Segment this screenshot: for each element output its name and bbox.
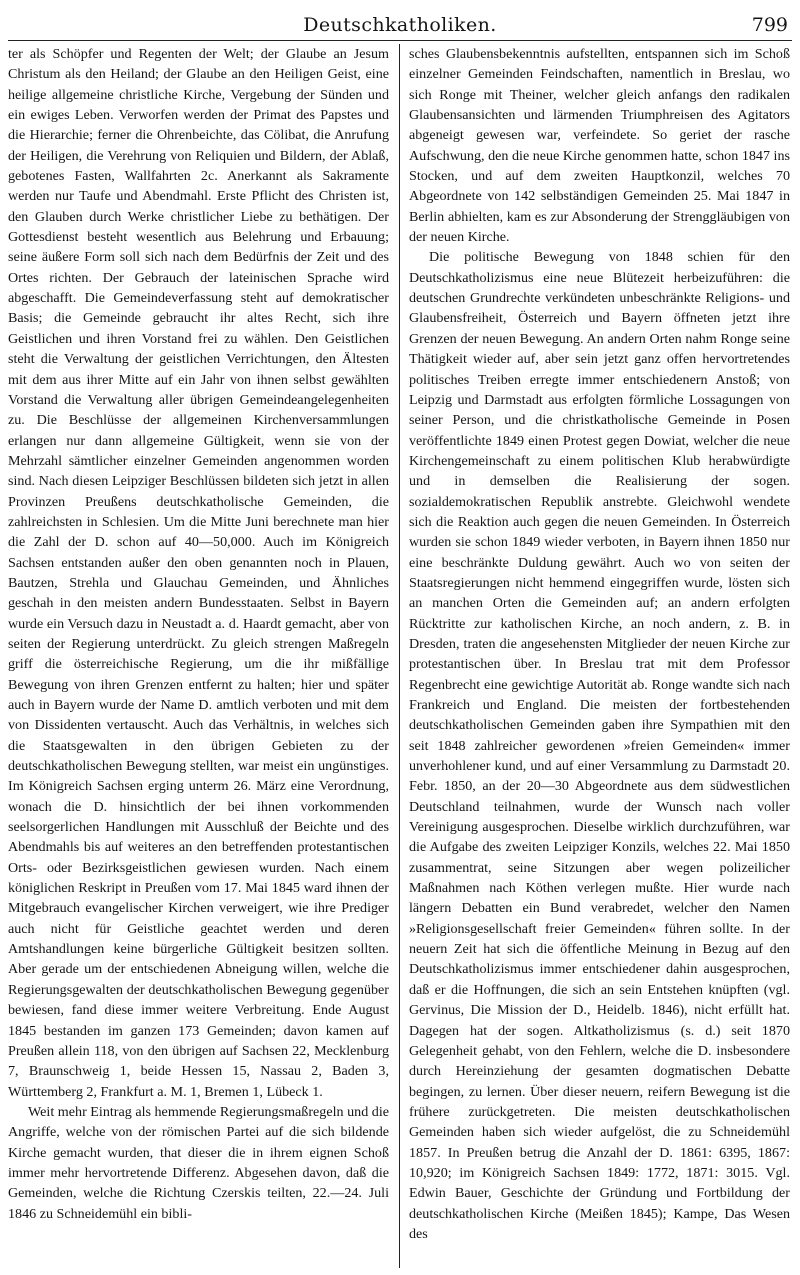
running-head: Deutschkatholiken. bbox=[303, 14, 497, 36]
right-column bbox=[409, 44, 790, 1244]
left-column bbox=[8, 44, 389, 1224]
paragraph: sches Glaubensbekenntnis aufstellten, entspannen sich im Schoß einzelner Gemeinden Feindschaften, namentlich in Breslau, wo sich Ronge mit Theiner, welcher gleich anfangs den radikalen Glaubensansichten und lärmenden Triumphreisen des Agitators abgeneigt gewesen war, verfeindete. So geriet der rasche Aufschwung, den die neue Kirche genommen hatte, schon 1847 ins Stocken, und auf dem zweiten Hauptkonzil, welches 70 Abgeordnete von 142 selbständigen Gemeinden 25. Mai 1847 in Berlin abhielten, kam es zur Absonderung der Strenggläubigen von der neuen Kirche. bbox=[409, 46, 790, 246]
column-divider bbox=[399, 44, 400, 1268]
paragraph: Die politische Bewegung von 1848 schien für den Deutschkatholizismus eine neue Blütezeit herbeizuführen: die deutschen Grundrechte verkündeten unbeschränkte Religions- und Glaubensfreiheit, Österreich und Bayern öffneten jetzt ihre Grenzen der neuen Bewegung. An andern Orten nahm Ronge seine Thätigkeit wieder auf, aber sein jetzt ganz offen hervortretendes politisches Treiben erregte immer entschiedenern Anstoß; von Leipzig und Darmstadt aus erfolgten förmliche Lossagungen von seiner Person, und die christkatholische Gemeinde in Posen veröffentlichte 1849 einen Protest gegen Dowiat, welcher die neue Kirchengemeinschaft zu einem politischen Klub herabwürdigte und in demselben die Realisierung der sogen. sozialdemokratischen Republik anstrebte. Gleichwohl wendete sich die Reaktion auch gegen die neuen Gemeinden. In Österreich wurden sie schon 1849 wieder verboten, in Bayern ihnen 1850 nur eine beschränkte Duldung gewährt. Auch wo von seiten der Staatsregierungen nicht hemmend eingegriffen wurde, lösten sich an manchen Orten die Gemeinden auf; an andern erfolgten Rücktritte zur katholischen Kirche, an noch andern, z. B. in Dresden, traten die angesehensten Mitglieder der neuen Kirche zur protestantischen über. In Breslau trat mit dem Professor Regenbrecht eine gewichtige Autorität ab. Ronge wandte sich nach Frankreich und England. Die meisten der fortbestehenden deutschkatholischen Gemeinden gaben ihre Sympathien mit den seit 1848 zahlreicher gewordenen »freien Gemeinden« immer unverhohlener kund, und auf einer Versammlung zu Darmstadt 20. Febr. 1850, an der 20—30 Abgeordnete aus dem südwestlichen Deutschland teilnahmen, wurde der Wunsch nach voller Vereinigung ausgesprochen. Dieselbe wirklich durchzuführen, war die Aufgabe des zweiten Leipziger Konzils, welches 22. Mai 1850 zusammentrat, seine Sitzungen aber wegen polizeilicher Maßnahmen nach Köthen verlegen mußte. Hier wurde nach längern Debatten ein Bund verabredet, welcher den Namen »Religionsgesellschaft freier Gemeinden« führen sollte. In der neuern Zeit hat sich die öffentliche Meinung in Bezug auf den Deutschkatholizismus immer entschiedener dahin ausgesprochen, daß er die Hoffnungen, die sich an sein Entstehen knüpften (vgl. Gervinus, Die Mission der D., Heidelb. 1846), nicht erfüllt hat. Dagegen hat der sogen. Altkatholizismus (s. d.) seit 1870 Gelegenheit gehabt, von den Fehlern, welche die D. insbesondere durch Hereinziehung der gesamten dogmatischen Debatte begingen, zu lernen. Über dieser neuern, reifern Bewegung ist die frühere zurückgetreten. Die meisten deutschkatholischen Gemeinden haben sich wieder aufgelöst, die zu Schneidemühl 1857. In Preußen betrug die Anzahl der D. 1861: 6395, 1867: 10,920; im Königreich Sachsen 1849: 1772, 1871: 3015. Vgl. Edwin Bauer, Geschichte der Gründung und Fortbildung der deutschkatholischen Kirche (Meißen 1845); Kampe, Das Wesen des bbox=[409, 249, 790, 1242]
page-header bbox=[10, 6, 790, 36]
paragraph: ter als Schöpfer und Regenten der Welt; der Glaube an Jesum Christum als den Heiland; der Glaube an den Heiligen Geist, eine heilige allgemeine christliche Kirche, Vergebung der Sünden und ein ewiges Leben. Verworfen werden der Primat des Papstes und die Hierarchie; ferner die Ohrenbeichte, das Cölibat, die Anrufung der Heiligen, die Verehrung von Reliquien und Bildern, der Ablaß, gebotenes Fasten, Wallfahrten 2c. Anerkannt als Sakramente werden nur Taufe und Abendmahl. Erste Pflicht des Christen ist, den Glauben durch Werke christlicher Liebe zu bethätigen. Der Gottesdienst besteht wesentlich aus Belehrung und Erbauung; seine äußere Form soll sich nach dem Bedürfnis der Zeit und des Ortes richten. Der Gebrauch der lateinischen Sprache wird abgeschafft. Die Gemeindeverfassung steht auf demokratischer Basis; die Gemeinde gebraucht ihr altes Recht, sich ihre Geistlichen und ihren Vorstand frei zu wählen. Den Geistlichen steht die Verwaltung der geistlichen Verrichtungen, den Ältesten mit dem aus ihrer Mitte auf ein Jahr von ihnen selbst gewählten Vorstand die Verwaltung aller übrigen Gemeindeangelegenheiten zu. Die Beschlüsse der allgemeinen Kirchenversammlungen erlangen nur dann allgemeine Gültigkeit, wenn sie von der Mehrzahl sämtlicher einzelner Gemeinden angenommen worden sind. Nach diesen Leipziger Beschlüssen bildeten sich jetzt in allen Provinzen Preußens deutschkatholische Gemeinden, die zahlreichsten in Schlesien. Um die Mitte Juni berechnete man hier die Zahl der D. schon auf 40—50,000. Auch im Königreich Sachsen entstanden außer den oben genannten noch in Plauen, Bautzen, Strehla und Glauchau Gemeinden, und Ähnliches geschah in den meisten andern Bundesstaaten. Selbst in Bayern wurde ein Versuch dazu in Neustadt a. d. Haardt gemacht, aber von seiten der Regierung unterdrückt. Zu gleich strengen Maßregeln griff die österreichische Regierung, um die ihr mißfällige Bewegung von ihren Grenzen entfernt zu halten; hier und später auch in Bayern wurde der Name D. amtlich verboten und mit dem von Dissidenten vertauscht. Auch das Verhältnis, in welches sich die Staatsgewalten in den übrigen Gebieten zu der deutschkatholischen Bewegung stellten, war meist ein ungünstiges. Im Königreich Sachsen erging unterm 26. März eine Verordnung, wonach die D. hinsichtlich der bei ihnen vorkommenden seelsorgerlichen Handlungen mit Ausschluß der Beichte und des Abendmahls bis auf weiteres an den betreffenden protestantischen Orts- oder Bezirksgeistlichen gewiesen wurden. Nach einem königlichen Reskript in Preußen vom 17. Mai 1845 ward ihnen der Mitgebrauch evangelischer Kirchen verweigert, wie ihre Prediger auch nicht für Geistliche geachtet werden und deren Amtshandlungen keine bürgerliche Gültigkeit besitzen sollten. Aber gerade um der entschiedenen Abneigung willen, welche die Regierungsgewalten der deutschkatholischen Bewegung gegenüber bewiesen, fand diese immer weitere Verbreitung. Ende August 1845 bestanden im ganzen 173 Gemeinden; davon kamen auf Preußen allein 118, von den übrigen auf Sachsen 22, Mecklenburg 7, Braunschweig 1, beide Hessen 15, Nassau 2, Baden 3, Württemberg 2, Frankfurt a. M. 1, Bremen 1, Lübeck 1. bbox=[8, 46, 389, 1100]
page-number: 799 bbox=[751, 14, 788, 36]
header-rule bbox=[8, 40, 792, 41]
paragraph: Weit mehr Eintrag als hemmende Regierungsmaßregeln und die Angriffe, welche von der römischen Partei auf die sich bildende Kirche gemacht wurden, that dieser die in ihrem eignen Schoß immer mehr hervortretende Differenz. Abgesehen davon, daß die Gemeinden, welche die Richtung Czerskis teilten, 22.—24. Juli 1846 zu Schneidemühl ein bibli- bbox=[8, 1103, 389, 1222]
